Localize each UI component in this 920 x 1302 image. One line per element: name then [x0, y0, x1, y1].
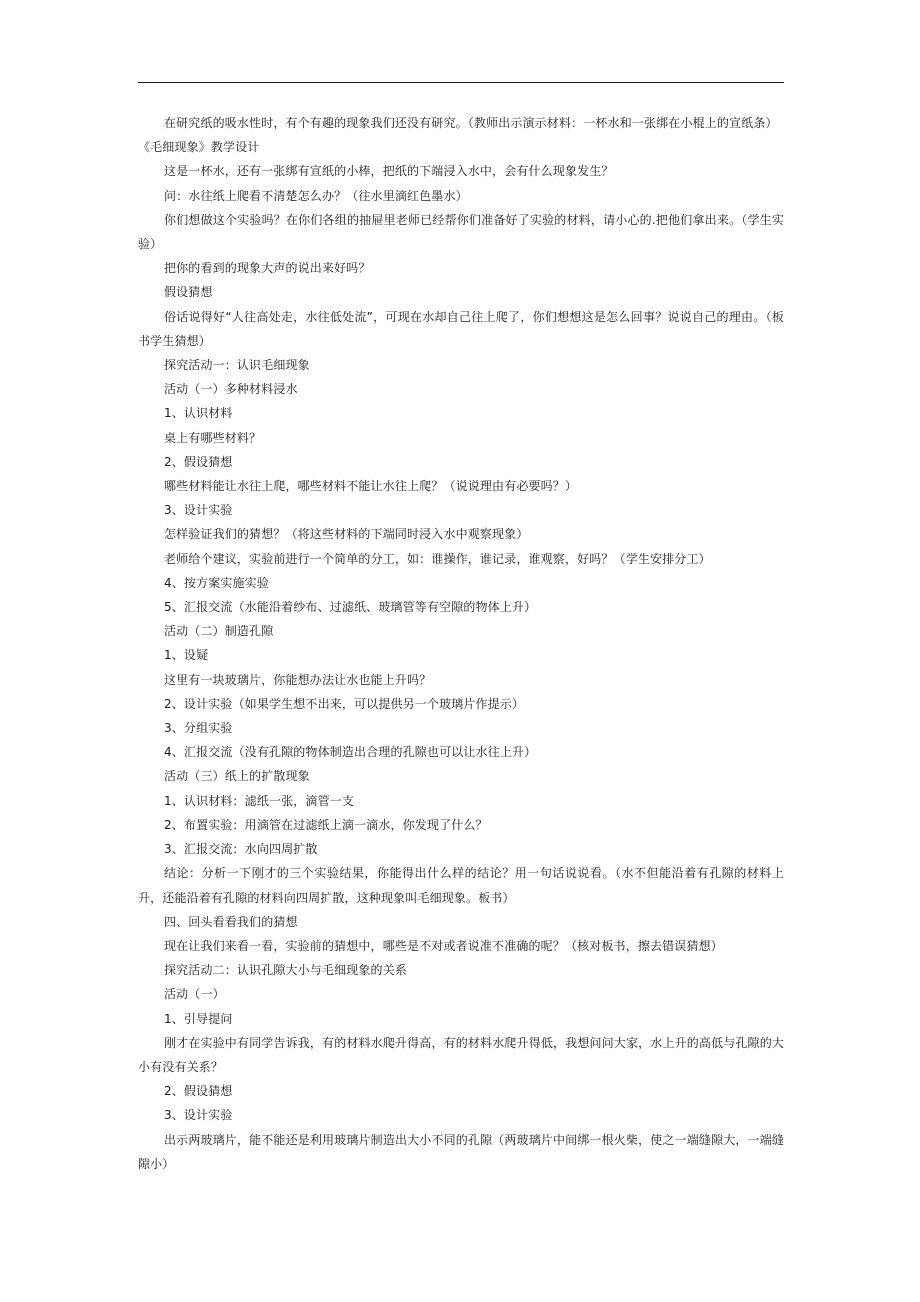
paragraph: 1、认识材料：滤纸一张，滴管一支	[164, 793, 355, 808]
paragraph: 问：水往纸上爬看不清楚怎么办？（往水里滴红色墨水）	[164, 188, 468, 203]
paragraph: 3、设计实验	[164, 1108, 233, 1123]
paragraph: 活动（一）多种材料浸水	[164, 382, 298, 397]
paragraph: 结论：分析一下刚才的三个实验结果，你能得出什么样的结论？用一句话说说看。（水不但能沿着有孔隙的材料上升，还能沿着有孔隙的材料向四周扩散，这种现象叫毛细现象。板书）	[138, 866, 784, 905]
paragraph: 假设猜想	[164, 285, 213, 300]
paragraph: 2、假设猜想	[164, 1084, 233, 1099]
paragraph: 4、按方案实施实验	[164, 575, 269, 590]
paragraph: 3、分组实验	[164, 721, 233, 736]
paragraph: 5、汇报交流（水能沿着纱布、过滤纸、玻璃管等有空隙的物体上升）	[164, 600, 537, 615]
paragraph: 这里有一块玻璃片，你能想办法让水也能上升吗？	[164, 672, 432, 687]
paragraph: 1、引导提问	[164, 1011, 233, 1026]
paragraph: 活动（三）纸上的扩散现象	[164, 769, 310, 784]
paragraph: 1、设疑	[164, 648, 209, 663]
paragraph: 2、假设猜想	[164, 454, 233, 469]
document-body	[138, 111, 784, 1176]
paragraph: 探究活动二：认识孔隙大小与毛细现象的关系	[164, 963, 408, 978]
paragraph: 怎样验证我们的猜想？（将这些材料的下端同时浸入水中观察现象）	[164, 527, 529, 542]
header-rule	[138, 82, 784, 83]
paragraph: 四、回头看看我们的猜想	[164, 914, 298, 929]
paragraph: 把你的看到的现象大声的说出来好吗？	[164, 261, 371, 276]
paragraph: 这是一杯水，还有一张绑有宣纸的小棒，把纸的下端浸入水中，会有什么现象发生？	[164, 164, 614, 179]
paragraph: 出示两玻璃片，能不能还是利用玻璃片制造出大小不同的孔隙（两玻璃片中间绑一根火柴，使之一端缝隙大，一端缝隙小）	[138, 1132, 784, 1171]
paragraph: 活动（一）	[164, 987, 225, 1002]
paragraph: 在研究纸的吸水性时，有个有趣的现象我们还没有研究。（教师出示演示材料：一杯水和一张绑在小棍上的宣纸条）	[164, 116, 778, 130]
paragraph: 哪些材料能让水往上爬，哪些材料不能让水往上爬？（说说理由有必要吗？）	[164, 479, 578, 494]
paragraph: 2、布置实验：用滴管在过滤纸上滴一滴水，你发现了什么？	[164, 817, 488, 832]
paragraph: 现在让我们来看一看，实验前的猜想中，哪些是不对或者说准不准确的呢？（核对板书，擦去错误猜想）	[164, 938, 723, 953]
paragraph: 俗话说得好“人往高处走，水往低处流”，可现在水却自己往上爬了，你们想想这是怎么回事？说说自己的理由。（板书学生猜想）	[138, 309, 784, 348]
paragraph: 2、设计实验（如果学生想不出来，可以提供另一个玻璃片作提示）	[164, 696, 525, 711]
paragraph: 1、认识材料	[164, 406, 233, 421]
paragraph: 刚才在实验中有同学告诉我，有的材料水爬升得高，有的材料水爬升得低，我想问问大家，水上升的高低与孔隙的大小有没有关系？	[138, 1035, 784, 1074]
paragraph: 3、设计实验	[164, 503, 233, 518]
paragraph: 老师给个建议，实验前进行一个简单的分工，如：谁操作，谁记录，谁观察，好吗？（学生安排分工）	[164, 551, 711, 566]
paragraph: 探究活动一：认识毛细现象	[164, 358, 310, 373]
paragraph: 你们想做这个实验吗？在你们各组的抽屉里老师已经帮你们准备好了实验的材料，请小心的.把他们拿出来。（学生实验）	[138, 212, 784, 252]
paragraph: 桌上有哪些材料？	[164, 430, 262, 445]
paragraph: 《毛细现象》教学设计	[138, 140, 260, 155]
paragraph: 4、汇报交流（没有孔隙的物体制造出合理的孔隙也可以让水往上升）	[164, 745, 537, 760]
paragraph: 活动（二）制造孔隙	[164, 624, 274, 639]
paragraph: 3、汇报交流：水向四周扩散	[164, 842, 318, 857]
